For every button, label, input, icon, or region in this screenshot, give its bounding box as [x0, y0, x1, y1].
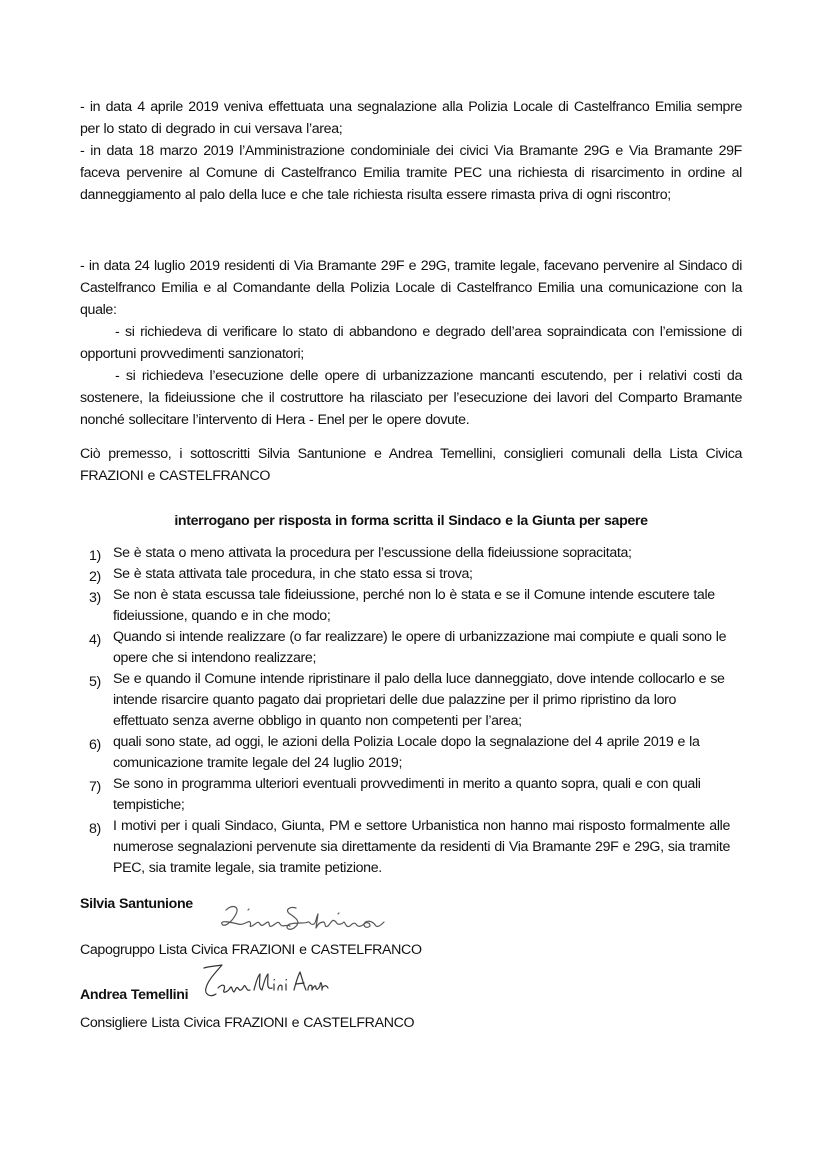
premise-conclusion: Ciò premesso, i sottoscritti Silvia Santunione e Andrea Temellini, consiglieri comunali della Lista Civica FRAZIONI e CASTELFRANCO	[80, 446, 742, 484]
question-number: 3)	[89, 590, 101, 606]
question-number: 5)	[89, 674, 101, 690]
premise-paragraph: - in data 18 marzo 2019 l’Amministrazione condominiale dei civici Via Bramante 29G e Via Bramante 29F faceva pervenire al Comune di Castelfranco Emilia tramite PEC una richiesta di risarcimento in ordine al danneggiamento al palo della luce e che tale richiesta risulta essere rimasta priva di ogni riscontro;	[80, 143, 742, 203]
interrogation-heading: interrogano per risposta in forma scritta il Sindaco e la Giunta per sapere	[174, 513, 648, 529]
question-number: 8)	[89, 821, 101, 837]
handwritten-signature-icon	[200, 962, 330, 1002]
question-item	[80, 816, 730, 879]
question-text: Se non è stata escussa tale fideiussione, perché non lo è stata e se il Comune intende escutere tale fideiussione, quando e in che modo;	[113, 587, 715, 624]
signatory-name: Silvia Santunione	[80, 896, 193, 912]
question-item	[80, 627, 730, 669]
question-item	[80, 732, 730, 774]
premise-paragraph: - in data 4 aprile 2019 veniva effettuata una segnalazione alla Polizia Locale di Castelfranco Emilia sempre per lo stato di degrado in cui versava l’area;	[80, 99, 742, 137]
question-number: 7)	[89, 779, 101, 795]
question-item	[80, 585, 730, 627]
question-text: Se sono in programma ulteriori eventuali provvedimenti in merito a quanto sopra, quali e con quali tempistiche;	[113, 776, 701, 813]
question-text: quali sono state, ad oggi, le azioni della Polizia Locale dopo la segnalazione del 4 aprile 2019 e la comunicazione tramite legale del 24 luglio 2019;	[113, 734, 700, 771]
handwritten-signature-icon	[218, 900, 388, 936]
premise-paragraph: - in data 24 luglio 2019 residenti di Via Bramante 29F e 29G, tramite legale, facevano pervenire al Sindaco di Castelfranco Emilia e al Comandante della Polizia Locale di Castelfranco Emilia una comunicazione con la quale:	[80, 258, 742, 318]
question-text: Se è stata o meno attivata la procedura per l’escussione della fideiussione sopracitata;	[113, 545, 632, 561]
question-number: 2)	[89, 569, 101, 585]
question-text: I motivi per i quali Sindaco, Giunta, PM e settore Urbanistica non hanno mai risposto formalmente alle numerose segnalazioni pervenute sia direttamente da residenti di Via Bramante 29F e 29G, sia tramite PEC, sia tramite legale, sia tramite petizione.	[113, 818, 730, 876]
signatory-name: Andrea Temellini	[80, 987, 189, 1003]
question-text: Se e quando il Comune intende ripristinare il palo della luce danneggiato, dove intende collocarlo e se intende risarcire quanto pagato dai proprietari delle due palazzine per il primo ripristino da loro effettuato senza averne obbligo in quanto non competenti per l’area;	[113, 671, 725, 729]
questions-list	[80, 543, 730, 879]
question-item	[80, 669, 730, 732]
question-number: 4)	[89, 632, 101, 648]
question-text: Se è stata attivata tale procedura, in che stato essa si trova;	[113, 566, 473, 582]
premise-paragraph-with-subitems	[80, 255, 742, 431]
question-item	[80, 543, 730, 564]
question-item	[80, 564, 730, 585]
signatory-role: Consigliere Lista Civica FRAZIONI e CASTELFRANCO	[80, 1015, 415, 1031]
question-number: 1)	[89, 548, 101, 564]
premise-sub-item: - si richiedeva di verificare lo stato di abbandono e degrado dell’area sopraindicata con l’emissione di opportuni provvedimenti sanzionatori;	[80, 324, 742, 362]
signatory-role: Capogruppo Lista Civica FRAZIONI e CASTELFRANCO	[80, 942, 422, 958]
question-text: Quando si intende realizzare (o far realizzare) le opere di urbanizzazione mai compiute e quali sono le opere che si intendono realizzare;	[113, 629, 727, 666]
premise-sub-item: - si richiedeva l’esecuzione delle opere di urbanizzazione mancanti escutendo, per i relativi costi da sostenere, la fideiussione che il costruttore ha rilasciato per l’esecuzione dei lavori del Comparto Bramante nonché sollecitare l’intervento di Hera - Enel per le opere dovute.	[80, 368, 742, 428]
question-item	[80, 774, 730, 816]
question-number: 6)	[89, 737, 101, 753]
